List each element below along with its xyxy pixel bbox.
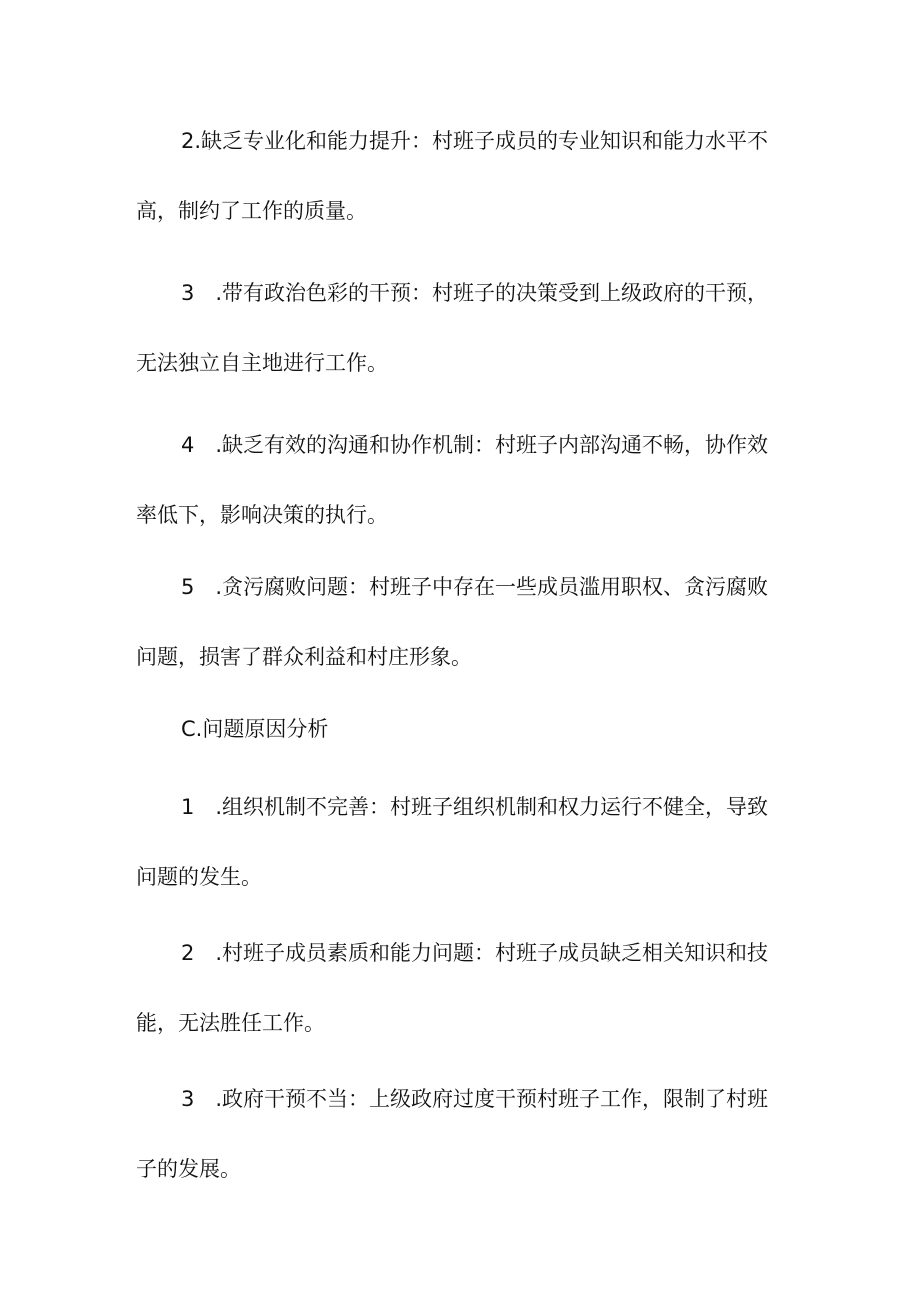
paragraph-communication-mechanism: 4 .缺乏有效的沟通和协作机制：村班子内部沟通不畅，协作效率低下，影响决策的执行。 [136, 433, 769, 527]
paragraph-organization-mechanism: 1 .组织机制不完善：村班子组织机制和权力运行不健全，导致问题的发生。 [136, 795, 769, 889]
section-heading-cause-analysis: C.问题原因分析 [181, 717, 329, 741]
paragraph-lack-of-professionalization: 2.缺乏专业化和能力提升：村班子成员的专业知识和能力水平不高，制约了工作的质量。 [136, 129, 769, 223]
paragraph-government-interference: 3 .政府干预不当：上级政府过度干预村班子工作，限制了村班子的发展。 [136, 1087, 769, 1181]
paragraph-political-interference: 3 .带有政治色彩的干预：村班子的决策受到上级政府的干预，无法独立自主地进行工作。 [136, 281, 769, 375]
paragraph-member-competence: 2 .村班子成员素质和能力问题：村班子成员缺乏相关知识和技能，无法胜任工作。 [136, 941, 769, 1035]
paragraph-corruption: 5 .贪污腐败问题：村班子中存在一些成员滥用职权、贪污腐败问题，损害了群众利益和村庄形象。 [136, 575, 769, 669]
